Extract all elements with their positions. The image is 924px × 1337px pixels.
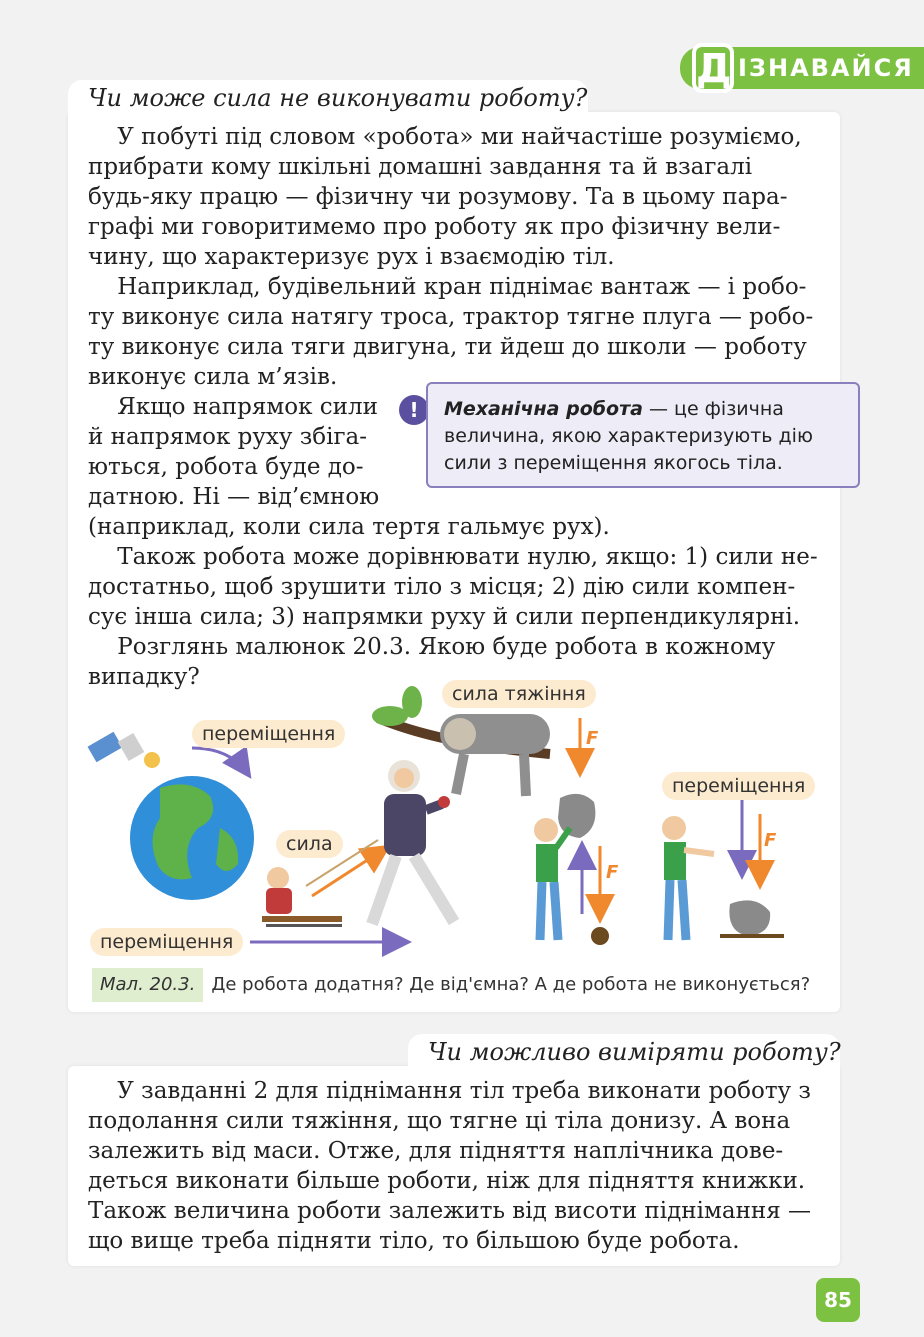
paragraph-line: сує інша сила; 3) напрямки руху й сили перпендикулярні. <box>88 604 801 630</box>
paragraph-line: залежить від маси. Отже, для підняття наплічника дове- <box>88 1138 784 1164</box>
paragraph-line: випадку? <box>88 664 200 690</box>
force-symbol: F <box>606 862 619 883</box>
page-number: 85 <box>816 1278 860 1322</box>
definition-term: Механічна робота <box>444 398 643 420</box>
paragraph-line: датною. Ні — від’ємною <box>88 484 380 510</box>
sled-icon <box>262 867 342 927</box>
boy-lifting-icon <box>534 794 609 945</box>
paragraph-line: (наприклад, коли сила тертя гальмує рух). <box>88 514 610 540</box>
paragraph-line: що вище треба підняти тіло, то більшою буде робота. <box>88 1228 740 1254</box>
paragraph-line: Якщо напрямок сили <box>88 394 378 420</box>
label-displacement-satellite: переміщення <box>192 720 345 748</box>
paragraph-line: виконує сила м’язів. <box>88 364 338 390</box>
paragraph-line: подолання сили тяжіння, що тягне ці тіла донизу. А вона <box>88 1108 791 1134</box>
paragraph-line: й напрямок руху збіга- <box>88 424 368 450</box>
question-heading-1: Чи може сила не виконувати роботу? <box>68 80 588 116</box>
section-badge <box>680 46 924 92</box>
paragraph-line: Розглянь малюнок 20.3. Якою буде робота в кожному <box>88 634 776 660</box>
badge-title: ІЗНАВАЙСЯ <box>738 54 914 82</box>
definition-box <box>426 382 860 488</box>
paragraph-line: ту виконує сила тяги двигуна, ти йдеш до школи — роботу <box>88 334 807 360</box>
paragraph-line: ються, робота буде до- <box>88 454 364 480</box>
definition-text: сили з переміщення якогось тіла. <box>444 452 783 474</box>
paragraph-line: Наприклад, будівельний кран піднімає вантаж — і робо- <box>88 274 807 300</box>
definition-text: величина, якою характеризують дію <box>444 425 813 447</box>
figure-caption <box>68 968 840 1002</box>
figure-drawing <box>80 678 840 968</box>
definition-text: — це фізична <box>642 398 784 420</box>
walking-person-icon <box>372 760 454 924</box>
paragraph-line: достатньо, щоб зрушити тіло з місця; 2) дію сили компен- <box>88 574 796 600</box>
paragraph-line: Також величина роботи залежить від висоти піднімання — <box>88 1198 812 1224</box>
label-displacement-fall: переміщення <box>662 772 815 800</box>
paragraph-line: У завданні 2 для піднімання тіл треба виконати роботу з <box>88 1078 811 1104</box>
paragraph-line: деться виконати більше роботи, ніж для підняття книжки. <box>88 1168 806 1194</box>
satellite-icon <box>88 732 160 768</box>
paragraph-line: ту виконує сила натягу троса, трактор тягне плуга — робо- <box>88 304 814 330</box>
paragraph-line: прибрати кому шкільні домашні завдання та й взагалі <box>88 154 753 180</box>
force-symbol: F <box>764 830 777 851</box>
label-gravity: сила тяжіння <box>442 680 596 708</box>
exclamation-icon: ! <box>399 395 429 425</box>
paragraph-line: будь-яку працю — фізичну чи розумову. Та в цьому пара- <box>88 184 788 210</box>
figure-number: Мал. 20.3. <box>92 968 203 1002</box>
force-symbol: F <box>586 728 599 749</box>
displacement-arrow <box>192 748 248 774</box>
figure-caption-text: Де робота додатня? Де від'ємна? А де робота не виконується? <box>211 974 811 995</box>
paragraph-line: У побуті під словом «робота» ми найчастіше розуміємо, <box>88 124 802 150</box>
paragraph-line: чину, що характеризує рух і взаємодію тіл. <box>88 244 615 270</box>
paragraph-line: Також робота може дорівнювати нулю, якщо: 1) сили не- <box>88 544 818 570</box>
badge-initial: Д <box>692 43 734 93</box>
paragraph-line: графі ми говоритимемо про роботу як про фізичну вели- <box>88 214 781 240</box>
figure-illustration <box>80 678 840 968</box>
earth-icon <box>130 776 254 900</box>
label-force-sled: сила <box>276 830 343 858</box>
question-heading-2: Чи можливо виміряти роботу? <box>408 1034 840 1070</box>
label-displacement-sled: переміщення <box>90 928 243 956</box>
